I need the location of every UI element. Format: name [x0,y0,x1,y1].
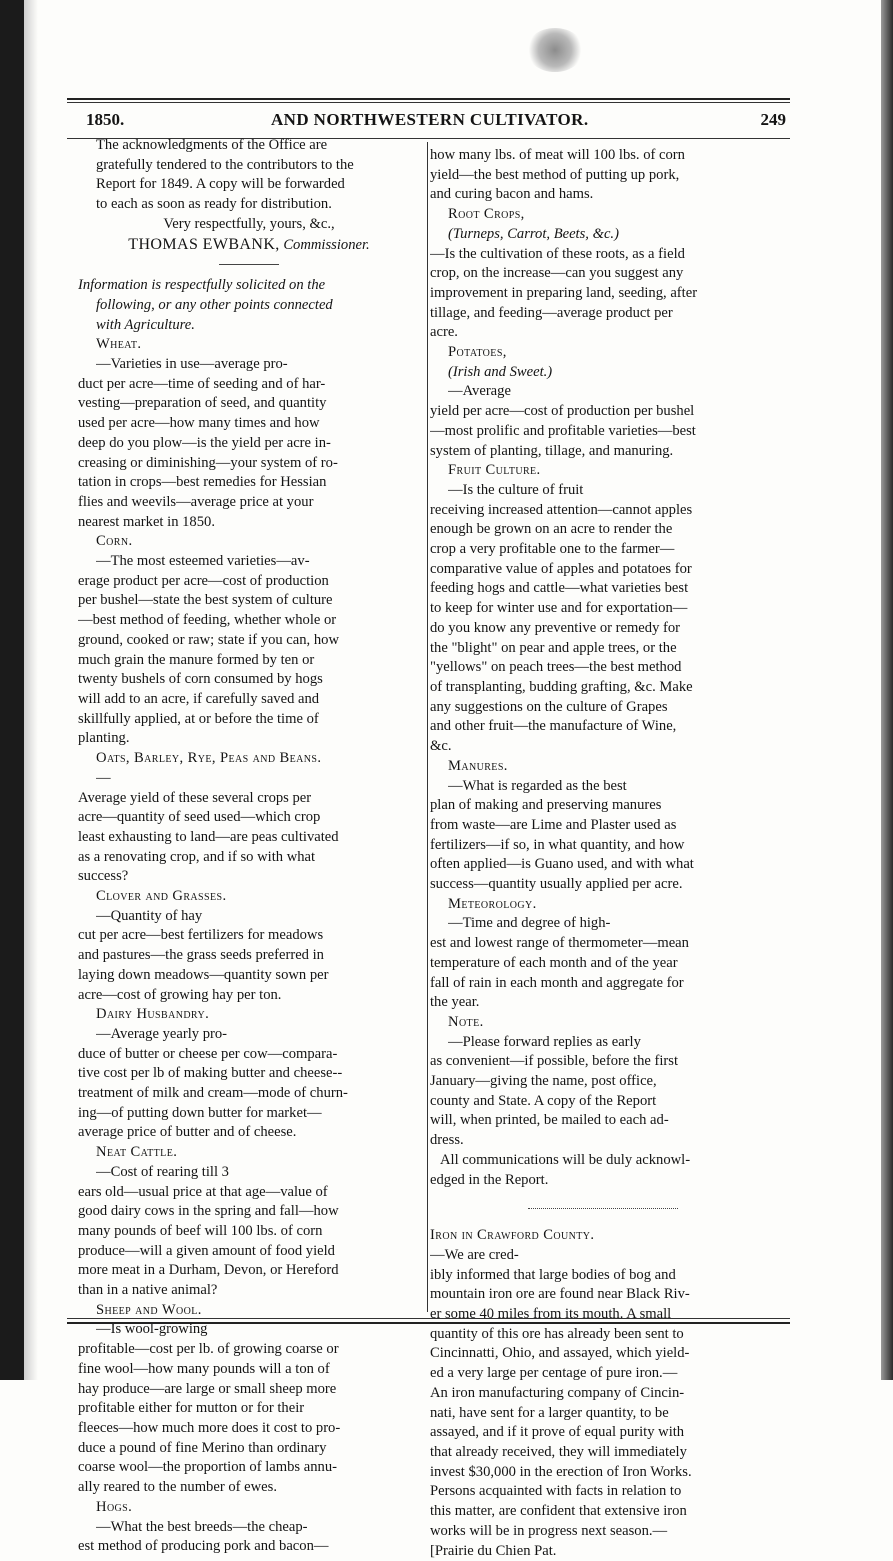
text-line: duce of butter or cheese per cow—compara- [78,1045,338,1062]
text-line: —Is the cultivation of these roots, as a field [430,245,685,262]
text-line: est and lowest range of thermometer—mean [430,935,689,952]
text-line: least exhausting to land—are peas cultivated [78,828,339,845]
wheat-heading: Wheat. [96,336,142,353]
closing-salutation: Very respectfully, yours, &c., [163,215,335,232]
wheat-paragraph [78,335,420,532]
text-line: tation in crops—best remedies for Hessian [78,474,327,491]
text-line: tillage, and feeding—average product per [430,304,673,321]
text-line: ears old—usual price at that age—value of [78,1183,328,1200]
text-line: —What is regarded as the best [448,777,627,794]
text-line: feeding hogs and cattle—what varieties best [430,580,689,597]
root-crops-paragraph [430,205,776,343]
scan-gutter-shadow [24,0,38,1380]
text-line: county and State. A copy of the Report [430,1092,657,1109]
text-line: profitable—cost per lb. of growing coarse or [78,1341,339,1358]
page-header [86,110,786,136]
signature-title: Commissioner. [283,236,370,253]
text-line: —Cost of rearing till 3 [96,1163,229,1180]
notice-paragraph [78,276,420,335]
text-line: system of planting, tillage, and manuring. [430,442,674,459]
text-line: crop a very profitable one to the farmer— [430,541,675,558]
text-line: acre—quantity of seed used—which crop [78,809,321,826]
oats-heading: Oats, Barley, Rye, Peas and Beans. [96,750,322,767]
root-crops-heading: Root Crops, [448,206,525,223]
text-line: cut per acre—best fertilizers for meadows [78,927,324,944]
dairy-heading: Dairy Husbandry. [96,1006,210,1023]
text-line: creasing or diminishing—your system of ro- [78,454,338,471]
text-line: and pastures—the grass seeds preferred in [78,947,324,964]
header-year: 1850. [86,110,125,129]
text-line: ground, cooked or raw; state if you can, how [78,631,339,648]
corn-heading: Corn. [96,533,133,550]
sheep-heading: Sheep and Wool. [96,1301,202,1318]
text-line: nearest market in 1850. [78,513,215,530]
text-line: assayed, and if it prove of equal purity with [430,1424,685,1441]
intro-paragraph [78,136,420,215]
corn-paragraph [78,532,420,749]
article-divider [528,1208,678,1209]
fruit-culture-paragraph [430,461,776,757]
text-line: Persons acquainted with facts in relation to [430,1483,682,1500]
header-page-number: 249 [760,110,786,129]
text-line: fall of rain in each month and aggregate for [430,974,684,991]
hogs-continued [430,146,776,205]
text-line: An iron manufacturing company of Cincin- [430,1384,685,1401]
fruit-culture-heading: Fruit Culture. [448,462,541,479]
text-line: January—giving the name, post office, [430,1073,657,1090]
text-line: —Varieties in use—average pro- [96,356,288,373]
section-divider [219,264,279,265]
text-line: —We are cred- [430,1246,519,1263]
cattle-heading: Neat Cattle. [96,1144,178,1161]
text-line: ibly informed that large bodies of bog and [430,1266,676,1283]
text-line: good dairy cows in the spring and fall—how [78,1203,339,1220]
sheep-paragraph [78,1301,420,1498]
text-line: often applied—is Guano used, and with what [430,856,694,873]
text-line: dress. [430,1132,464,1149]
text-line: "yellows" on peach trees—the best method [430,659,682,676]
text-line: will, when printed, be mailed to each ad- [430,1112,669,1129]
text-line: this matter, are confident that extensive iron [430,1503,687,1520]
text-line: laying down meadows—quantity sown per [78,966,329,983]
text-line: mountain iron ore are found near Black Riv- [430,1286,690,1303]
text-line: duce a pound of fine Merino than ordinary [78,1439,327,1456]
text-line: —Quantity of hay [96,907,203,924]
text-line: do you know any preventive or remedy for [430,619,681,636]
text-line: the "blight" on pear and apple trees, or the [430,639,677,656]
text-line: All communications will be duly acknowl- [440,1151,691,1168]
potatoes-heading: Potatoes, [448,344,507,361]
text-line: produce—will a given amount of food yield [78,1242,335,1259]
cattle-paragraph [78,1143,420,1301]
text-line: acre—cost of growing hay per ton. [78,986,282,1003]
note-paragraph [430,1013,776,1151]
text-line: any suggestions on the culture of Grapes [430,698,668,715]
text-line: —best method of feeding, whether whole or [78,612,337,629]
text-line: &c. [430,738,452,755]
text-line: with Agriculture. [96,316,195,333]
text-line: —Time and degree of high- [448,915,611,932]
text-line: twenty bushels of corn consumed by hogs [78,671,323,688]
text-line: Information is respectfully solicited on the [78,277,326,294]
text-line: as a renovating crop, and if so with what [78,848,316,865]
text-line: yield per acre—cost of production per bushel [430,403,695,420]
ink-smudge [526,28,584,72]
text-line: that already received, they will immediately [430,1444,687,1460]
text-line: per bushel—state the best system of culture [78,592,333,609]
dairy-paragraph [78,1005,420,1143]
manures-paragraph [430,757,776,895]
hogs-heading: Hogs. [96,1498,133,1515]
closing-paragraph [430,1151,776,1190]
text-line: invest $30,000 in the erection of Iron Works. [430,1463,692,1480]
iron-heading: Iron in Crawford County. [430,1227,595,1244]
text-line: Cincinnatti, Ohio, and assayed, which yield- [430,1345,690,1362]
text-line: tive cost per lb of making butter and cheese-- [78,1065,343,1082]
scan-binding-edge [0,0,24,1380]
text-line: hay produce—are large or small sheep more [78,1380,337,1397]
text-line: from waste—are Lime and Plaster used as [430,816,677,833]
text-line: quantity of this ore has already been sent to [430,1325,684,1342]
header-title: AND NORTHWESTERN CULTIVATOR. [271,110,589,129]
text-line: plan of making and preserving manures [430,797,662,814]
text-line: ally reared to the number of ewes. [78,1479,277,1496]
text-line: Average yield of these several crops per [78,789,312,806]
text-line: gratefully tendered to the contributors to the [96,156,354,173]
text-line: er some 40 miles from its mouth. A small [430,1306,672,1323]
text-line: —The most esteemed varieties—av- [96,553,310,570]
text-line: improvement in preparing land, seeding, after [430,284,698,301]
text-line: works will be in progress next season.— [430,1522,668,1539]
text-line: erage product per acre—cost of production [78,572,329,589]
note-heading: Note. [448,1013,484,1030]
text-line: used per acre—how many times and how [78,415,320,432]
text-line: receiving increased attention—cannot apples [430,501,693,518]
text-line: how many lbs. of meat will 100 lbs. of corn [430,147,685,163]
text-line: ing—of putting down butter for market— [78,1104,322,1121]
text-line: enough be grown on an acre to render the [430,521,673,538]
iron-paragraph [430,1226,776,1561]
bottom-rule-inner [67,1318,790,1319]
text-line: nati, have sent for a larger quantity, to be [430,1404,669,1421]
text-line: —Is wool-growing [96,1321,208,1338]
text-line: duct per acre—time of seeding and of har- [78,375,326,392]
text-line: than in a native animal? [78,1282,218,1299]
text-line: to keep for winter use and for exportation— [430,600,688,617]
text-line: crop, on the increase—can you suggest any [430,265,684,282]
text-line: yield—the best method of putting up pork, [430,166,680,183]
text-line: and curing bacon and hams. [430,186,594,203]
column-divider [427,142,428,1312]
text-line: —Is the culture of fruit [448,481,584,498]
meteorology-paragraph [430,895,776,1013]
text-line: ed a very large per centage of pure iron.— [430,1365,678,1382]
text-line: and other fruit—the manufacture of Wine, [430,718,677,735]
text-line: est method of producing pork and bacon— [78,1538,329,1555]
text-line: acre. [430,324,458,341]
text-line: — [96,769,111,786]
potatoes-subheading: (Irish and Sweet.) [448,363,553,380]
text-line: edged in the Report. [430,1171,549,1188]
text-line: to each as soon as ready for distribution. [96,196,332,213]
text-line: The acknowledgments of the Office are [96,137,328,153]
text-line: will add to an acre, if carefully saved and [78,690,320,707]
text-line: flies and weevils—average price at your [78,493,314,510]
text-line: [Prairie du Chien Pat. [430,1542,557,1559]
text-line: —most prolific and profitable varieties—best [430,422,696,439]
text-line: skillfully applied, at or before the time of [78,710,319,727]
right-column [430,146,776,1561]
left-column [78,136,420,1557]
manures-heading: Manures. [448,757,508,774]
text-line: temperature of each month and of the year [430,954,678,971]
text-line: —Average yearly pro- [96,1025,228,1042]
hogs-paragraph [78,1498,420,1557]
text-line: —Please forward replies as early [448,1033,641,1050]
signature [78,235,420,256]
text-line: following, or any other points connected [96,296,333,313]
text-line: profitable either for mutton or for their [78,1400,305,1417]
text-line: Report for 1849. A copy will be forwarded [96,176,345,193]
text-line: fleeces—how much more does it cost to pro- [78,1420,341,1436]
text-line: fine wool—how many pounds will a ton of [78,1360,330,1377]
text-line: many pounds of beef will 100 lbs. of corn [78,1222,323,1239]
text-line: success? [78,868,129,885]
text-line: —What the best breeds—the cheap- [96,1518,308,1535]
bottom-rule-outer [67,1322,790,1324]
scan-right-edge [881,0,893,1380]
text-line: average price of butter and of cheese. [78,1124,297,1141]
clover-heading: Clover and Grasses. [96,888,227,905]
text-line: comparative value of apples and potatoes for [430,560,692,577]
text-line: fertilizers—if so, in what quantity, and how [430,836,685,853]
clover-paragraph [78,887,420,1005]
text-line: vesting—preparation of seed, and quantity [78,395,327,412]
meteorology-heading: Meteorology. [448,895,537,912]
root-crops-subheading: (Turneps, Carrot, Beets, &c.) [448,225,619,242]
text-line: more meat in a Durham, Devon, or Hereford [78,1262,339,1279]
text-line: deep do you plow—is the yield per acre in- [78,434,331,451]
text-line: as convenient—if possible, before the first [430,1053,679,1070]
top-rule-inner [67,102,790,103]
text-line: treatment of milk and cream—mode of churn- [78,1085,348,1102]
text-line: the year. [430,994,480,1011]
text-line: much grain the manure formed by ten or [78,651,315,668]
text-line: of transplanting, budding grafting, &c. Make [430,678,693,695]
oats-paragraph [78,749,420,887]
potatoes-paragraph [430,343,776,461]
top-rule-outer [67,98,790,100]
text-line: success—quantity usually applied per acre. [430,876,683,893]
text-line: planting. [78,730,130,747]
signature-name: THOMAS EWBANK, [128,235,280,253]
text-line: —Average [448,383,511,400]
text-line: coarse wool—the proportion of lambs annu- [78,1459,337,1476]
